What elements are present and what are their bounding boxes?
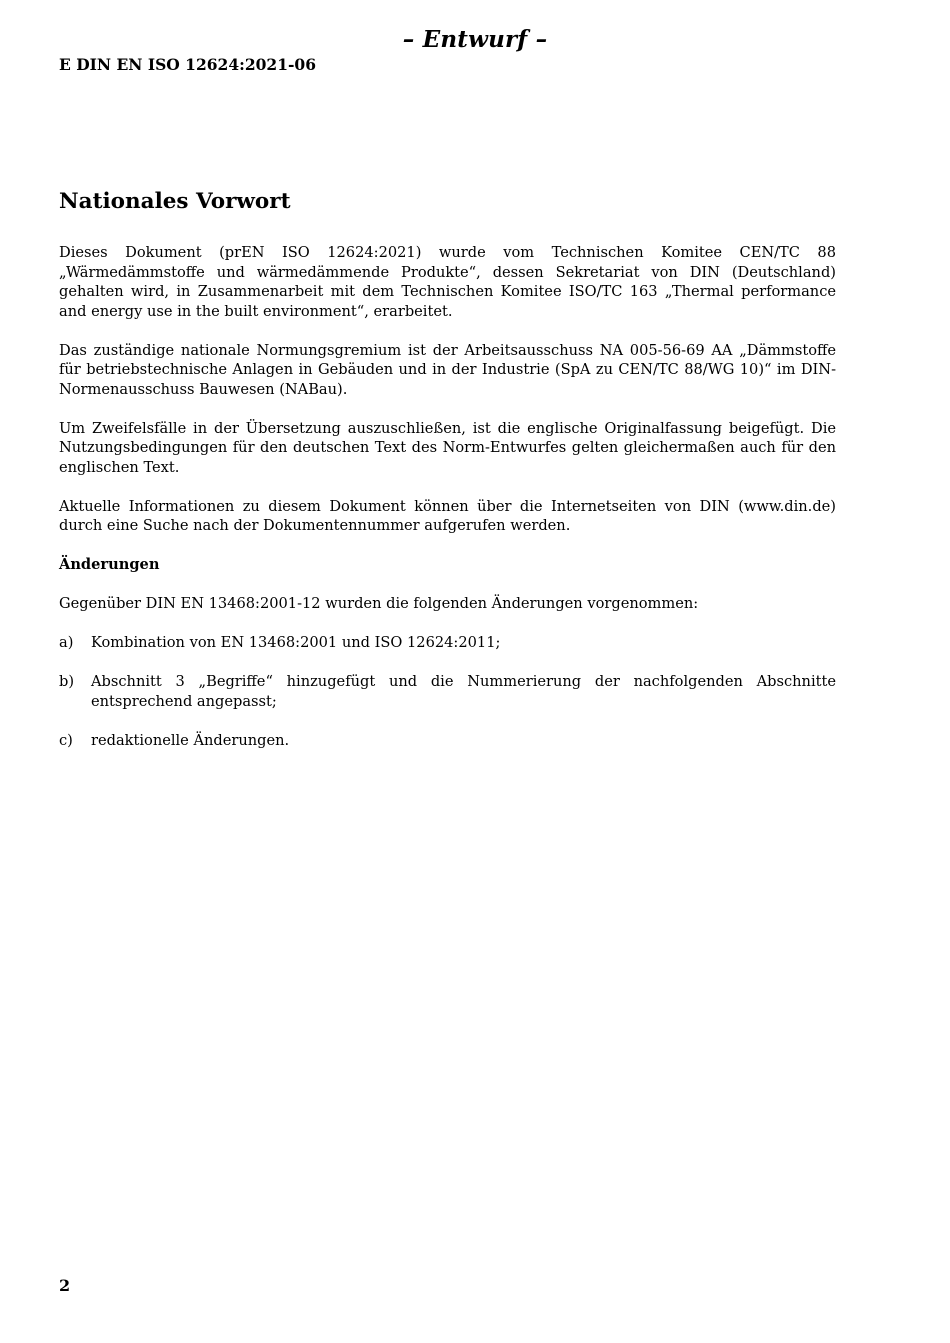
- paragraph-committee: Dieses Dokument (prEN ISO 12624:2021) wurde vom Technischen Komitee CEN/TC 88 „Wärmedämmstoffe und wärmedämmende Produkte“, dessen Sekretariat von DIN (Deutschland) gehalten wird, in Zusammenarbeit mit dem Technischen Komitee ISO/TC 163 „Thermal performance and energy use in the built environment“, erarbeitet.: [59, 244, 836, 320]
- page-number: 2: [59, 1276, 71, 1295]
- document-number: E DIN EN ISO 12624:2021-06: [59, 55, 316, 74]
- paragraph-translation: Um Zweifelsfälle in der Übersetzung auszuschließen, ist die englische Originalfassung beigefügt. Die Nutzungsbedingungen für den deutschen Text des Norm-Entwurfes gelten gleichermaßen auch für den englischen Text.: [59, 419, 836, 476]
- list-item: [59, 731, 836, 751]
- list-text: Abschnitt 3 „Begriffe“ hinzugefügt und die Nummerierung der nachfolgenden Abschnitte entsprechend angepasst;: [91, 673, 836, 710]
- draft-label: – Entwurf –: [402, 26, 548, 53]
- changes-intro: Gegenüber DIN EN 13468:2001-12 wurden die folgenden Änderungen vorgenommen:: [59, 595, 699, 612]
- changes-heading: Änderungen: [59, 556, 160, 573]
- section-title: Nationales Vorwort: [59, 189, 291, 214]
- list-marker: b): [59, 673, 75, 690]
- paragraph-information: Aktuelle Informationen zu diesem Dokument können über die Internetseiten von DIN (www.din.de) durch eine Suche nach der Dokumentennummer aufgerufen werden.: [59, 497, 836, 534]
- list-marker: a): [59, 634, 74, 651]
- list-text: Kombination von EN 13468:2001 und ISO 12624:2011;: [91, 634, 501, 651]
- page-content: [59, 187, 836, 770]
- paragraph-national-body: Das zuständige nationale Normungsgremium ist der Arbeitsausschuss NA 005-56-69 AA „Dämmstoffe für betriebstechnische Anlagen in Gebäuden und in der Industrie (SpA zu CEN/TC 88/WG 10)“ im DIN-Normenausschuss Bauwesen (NABau).: [59, 341, 836, 398]
- list-item: [59, 633, 836, 653]
- list-marker: c): [59, 731, 73, 749]
- list-text: redaktionelle Änderungen.: [91, 731, 290, 749]
- list-item: [59, 672, 836, 711]
